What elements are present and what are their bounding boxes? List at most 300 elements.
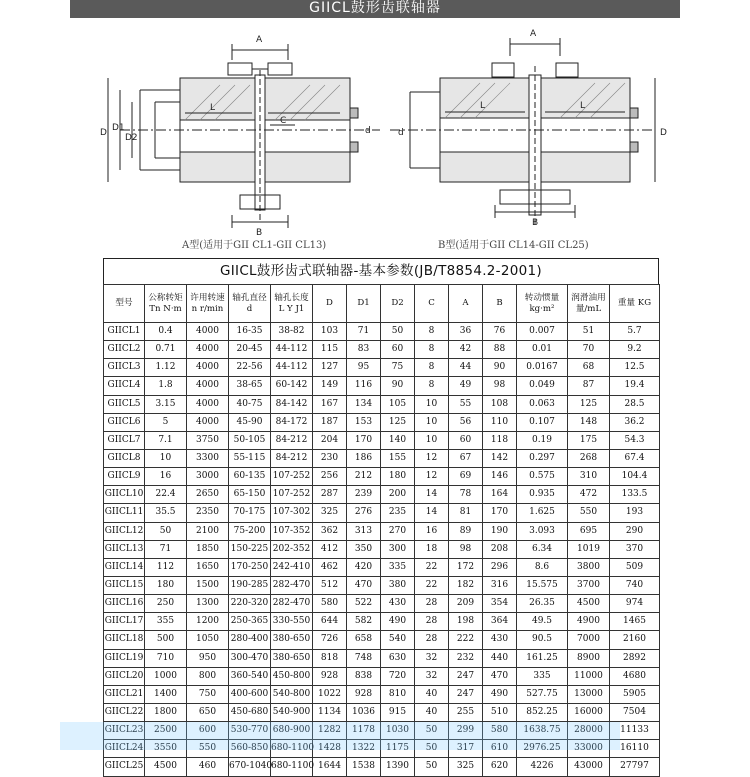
- model-cell: GIICL11: [104, 504, 145, 522]
- table-cell: 60: [449, 431, 483, 449]
- table-cell: 470: [347, 576, 381, 594]
- table-cell: 472: [568, 486, 610, 504]
- table-cell: 1850: [187, 540, 229, 558]
- table-cell: 110: [483, 413, 517, 431]
- model-cell: GIICL3: [104, 359, 145, 377]
- table-cell: 175: [568, 431, 610, 449]
- table-cell: 115: [313, 341, 347, 359]
- table-cell: 255: [449, 703, 483, 721]
- table-cell: 4226: [517, 758, 568, 776]
- table-cell: 600: [187, 722, 229, 740]
- table-cell: 49.5: [517, 613, 568, 631]
- table-cell: 1644: [313, 758, 347, 776]
- table-cell: 112: [145, 558, 187, 576]
- label-b-right: B: [532, 218, 539, 228]
- table-cell: 527.75: [517, 685, 568, 703]
- table-cell: 105: [381, 395, 415, 413]
- table-cell: 204: [313, 431, 347, 449]
- table-cell: 67: [449, 449, 483, 467]
- flange-top-left: [228, 63, 252, 75]
- label-a-right: A: [530, 29, 537, 39]
- table-row: [104, 522, 660, 540]
- table-cell: 680-900: [271, 722, 313, 740]
- table-cell: 125: [568, 395, 610, 413]
- table-row: [104, 413, 660, 431]
- table-cell: 1300: [187, 595, 229, 613]
- table-cell: 40: [415, 703, 449, 721]
- table-cell: 8: [415, 359, 449, 377]
- table-cell: 5905: [610, 685, 660, 703]
- table-cell: 2650: [187, 486, 229, 504]
- table-cell: 4500: [568, 595, 610, 613]
- table-cell: 1400: [145, 685, 187, 703]
- model-cell: GIICL5: [104, 395, 145, 413]
- table-cell: 11133: [610, 722, 660, 740]
- table-cell: 170: [483, 504, 517, 522]
- table-cell: 32: [415, 667, 449, 685]
- table-cell: 928: [347, 685, 381, 703]
- table-cell: 50: [381, 323, 415, 341]
- table-cell: 630: [381, 649, 415, 667]
- table-cell: 84-172: [271, 413, 313, 431]
- table-cell: 200: [381, 486, 415, 504]
- table-cell: 14: [415, 486, 449, 504]
- table-cell: 580: [313, 595, 347, 613]
- table-cell: 852.25: [517, 703, 568, 721]
- table-cell: 22.4: [145, 486, 187, 504]
- table-cell: 209: [449, 595, 483, 613]
- table-cell: 750: [187, 685, 229, 703]
- table-cell: 107-252: [271, 468, 313, 486]
- model-cell: GIICL23: [104, 722, 145, 740]
- table-cell: 680-1100: [271, 758, 313, 776]
- table-cell: 0.71: [145, 341, 187, 359]
- table-cell: 75-200: [229, 522, 271, 540]
- table-cell: 10: [415, 413, 449, 431]
- table-cell: 3.093: [517, 522, 568, 540]
- table-cell: 4000: [187, 395, 229, 413]
- table-cell: 1650: [187, 558, 229, 576]
- table-cell: 190-285: [229, 576, 271, 594]
- table-cell: 22: [415, 576, 449, 594]
- table-cell: 1638.75: [517, 722, 568, 740]
- table-cell: 268: [568, 449, 610, 467]
- table-cell: 287: [313, 486, 347, 504]
- table-cell: 54.3: [610, 431, 660, 449]
- table-cell: 330-550: [271, 613, 313, 631]
- label-a-left: A: [256, 35, 263, 45]
- model-cell: GIICL21: [104, 685, 145, 703]
- table-cell: 104.4: [610, 468, 660, 486]
- column-header: 轴孔长度 L Y J1: [271, 285, 313, 323]
- table-cell: 915: [381, 703, 415, 721]
- table-cell: 335: [517, 667, 568, 685]
- table-cell: 4000: [187, 359, 229, 377]
- table-cell: 4000: [187, 323, 229, 341]
- table-cell: 1465: [610, 613, 660, 631]
- table-cell: 50: [415, 722, 449, 740]
- table-row: [104, 667, 660, 685]
- table-cell: 0.063: [517, 395, 568, 413]
- table-cell: 1.12: [145, 359, 187, 377]
- table-cell: 89: [449, 522, 483, 540]
- table-cell: 550: [568, 504, 610, 522]
- column-header: D1: [347, 285, 381, 323]
- table-cell: 540-900: [271, 703, 313, 721]
- table-cell: 8.6: [517, 558, 568, 576]
- table-cell: 50: [145, 522, 187, 540]
- table-cell: 167: [313, 395, 347, 413]
- table-cell: 107-252: [271, 486, 313, 504]
- table-cell: 296: [483, 558, 517, 576]
- table-cell: 222: [449, 631, 483, 649]
- model-cell: GIICL17: [104, 613, 145, 631]
- label-d1-left: D1: [112, 123, 125, 133]
- table-cell: 149: [313, 377, 347, 395]
- table-cell: 1282: [313, 722, 347, 740]
- table-header-row: [104, 285, 660, 323]
- table-cell: 103: [313, 323, 347, 341]
- table-title: GIICL鼓形齿式联轴器-基本参数(JB/T8854.2-2001): [103, 258, 659, 284]
- table-cell: 974: [610, 595, 660, 613]
- table-cell: 3750: [187, 431, 229, 449]
- table-row: [104, 649, 660, 667]
- table-cell: 2976.25: [517, 740, 568, 758]
- table-cell: 6.34: [517, 540, 568, 558]
- model-cell: GIICL1: [104, 323, 145, 341]
- table-cell: 726: [313, 631, 347, 649]
- table-cell: 60: [381, 341, 415, 359]
- table-cell: 412: [313, 540, 347, 558]
- table-cell: 540-800: [271, 685, 313, 703]
- table-cell: 118: [483, 431, 517, 449]
- table-cell: 8900: [568, 649, 610, 667]
- table-cell: 810: [381, 685, 415, 703]
- table-cell: 27797: [610, 758, 660, 776]
- table-cell: 0.19: [517, 431, 568, 449]
- table-cell: 316: [483, 576, 517, 594]
- flange-top-right: [268, 63, 292, 75]
- table-cell: 430: [483, 631, 517, 649]
- table-cell: 10: [145, 449, 187, 467]
- table-cell: 3550: [145, 740, 187, 758]
- table-cell: 300-470: [229, 649, 271, 667]
- model-cell: GIICL2: [104, 341, 145, 359]
- parameter-table-container: [103, 258, 659, 777]
- caption-type-a: A型(适用于GII CL1-GII CL13): [182, 240, 327, 251]
- table-cell: 540: [381, 631, 415, 649]
- table-row: [104, 758, 660, 776]
- model-cell: GIICL9: [104, 468, 145, 486]
- table-cell: 12: [415, 449, 449, 467]
- table-cell: 75: [381, 359, 415, 377]
- table-cell: 70: [568, 341, 610, 359]
- table-cell: 107-302: [271, 504, 313, 522]
- table-cell: 1538: [347, 758, 381, 776]
- table-cell: 42: [449, 341, 483, 359]
- column-header: A: [449, 285, 483, 323]
- table-row: [104, 595, 660, 613]
- table-cell: 1178: [347, 722, 381, 740]
- table-cell: 8: [415, 377, 449, 395]
- table-cell: 26.35: [517, 595, 568, 613]
- table-cell: 0.107: [517, 413, 568, 431]
- table-cell: 1019: [568, 540, 610, 558]
- label-D-right: D: [660, 128, 667, 138]
- table-row: [104, 395, 660, 413]
- table-cell: 5.7: [610, 323, 660, 341]
- table-cell: 0.4: [145, 323, 187, 341]
- model-cell: GIICL8: [104, 449, 145, 467]
- table-cell: 44-112: [271, 359, 313, 377]
- table-row: [104, 341, 660, 359]
- table-cell: 65-150: [229, 486, 271, 504]
- table-cell: 1050: [187, 631, 229, 649]
- table-cell: 232: [449, 649, 483, 667]
- model-cell: GIICL15: [104, 576, 145, 594]
- table-cell: 380: [381, 576, 415, 594]
- table-cell: 10: [415, 395, 449, 413]
- table-cell: 430: [381, 595, 415, 613]
- table-cell: 560-850: [229, 740, 271, 758]
- table-cell: 76: [483, 323, 517, 341]
- model-cell: GIICL25: [104, 758, 145, 776]
- table-cell: 208: [483, 540, 517, 558]
- table-cell: 140: [381, 431, 415, 449]
- table-cell: 50: [415, 740, 449, 758]
- table-cell: 355: [145, 613, 187, 631]
- table-body: [104, 323, 660, 777]
- table-cell: 116: [347, 377, 381, 395]
- model-cell: GIICL18: [104, 631, 145, 649]
- table-cell: 748: [347, 649, 381, 667]
- table-cell: 20-45: [229, 341, 271, 359]
- table-cell: 1000: [145, 667, 187, 685]
- table-cell: 55-115: [229, 449, 271, 467]
- table-cell: 43000: [568, 758, 610, 776]
- table-cell: 370: [610, 540, 660, 558]
- table-cell: 530-770: [229, 722, 271, 740]
- column-header: B: [483, 285, 517, 323]
- table-cell: 250-365: [229, 613, 271, 631]
- table-cell: 1.625: [517, 504, 568, 522]
- table-cell: 127: [313, 359, 347, 377]
- table-cell: 84-212: [271, 449, 313, 467]
- label-c-left: C: [280, 116, 287, 126]
- table-cell: 710: [145, 649, 187, 667]
- column-header: 许用转速 n r/min: [187, 285, 229, 323]
- table-cell: 38-65: [229, 377, 271, 395]
- table-cell: 28: [415, 595, 449, 613]
- table-cell: 202-352: [271, 540, 313, 558]
- table-row: [104, 703, 660, 721]
- table-cell: 8: [415, 323, 449, 341]
- table-cell: 155: [381, 449, 415, 467]
- table-cell: 90: [483, 359, 517, 377]
- table-cell: 239: [347, 486, 381, 504]
- table-cell: 350: [347, 540, 381, 558]
- parameter-table: [103, 284, 660, 777]
- table-cell: 1428: [313, 740, 347, 758]
- table-cell: 354: [483, 595, 517, 613]
- table-cell: 84-212: [271, 431, 313, 449]
- table-cell: 180: [381, 468, 415, 486]
- drawing-b: [390, 38, 655, 225]
- table-cell: 44-112: [271, 341, 313, 359]
- table-cell: 15.575: [517, 576, 568, 594]
- table-cell: 282-470: [271, 595, 313, 613]
- table-cell: 4000: [187, 377, 229, 395]
- model-cell: GIICL13: [104, 540, 145, 558]
- table-cell: 247: [449, 685, 483, 703]
- label-l-right: L: [480, 101, 486, 111]
- table-cell: 420: [347, 558, 381, 576]
- table-cell: 60-135: [229, 468, 271, 486]
- table-cell: 0.575: [517, 468, 568, 486]
- table-cell: 270: [381, 522, 415, 540]
- table-cell: 3.15: [145, 395, 187, 413]
- table-cell: 740: [610, 576, 660, 594]
- table-cell: 380-650: [271, 649, 313, 667]
- table-cell: 0.01: [517, 341, 568, 359]
- table-cell: 78: [449, 486, 483, 504]
- column-header: 型号: [104, 285, 145, 323]
- table-cell: 362: [313, 522, 347, 540]
- table-cell: 3700: [568, 576, 610, 594]
- table-cell: 50-105: [229, 431, 271, 449]
- table-cell: 13000: [568, 685, 610, 703]
- table-cell: 36.2: [610, 413, 660, 431]
- table-cell: 28: [415, 613, 449, 631]
- model-cell: GIICL7: [104, 431, 145, 449]
- table-cell: 818: [313, 649, 347, 667]
- table-cell: 1390: [381, 758, 415, 776]
- table-cell: 56: [449, 413, 483, 431]
- table-cell: 317: [449, 740, 483, 758]
- table-cell: 22: [415, 558, 449, 576]
- table-row: [104, 558, 660, 576]
- table-cell: 400-600: [229, 685, 271, 703]
- table-cell: 28: [415, 631, 449, 649]
- table-cell: 95: [347, 359, 381, 377]
- table-cell: 16000: [568, 703, 610, 721]
- table-cell: 1800: [145, 703, 187, 721]
- table-cell: 83: [347, 341, 381, 359]
- table-cell: 44: [449, 359, 483, 377]
- table-cell: 12: [415, 468, 449, 486]
- table-cell: 0.935: [517, 486, 568, 504]
- table-cell: 28000: [568, 722, 610, 740]
- table-cell: 650: [187, 703, 229, 721]
- column-header: 公称转矩 Tn N·m: [145, 285, 187, 323]
- table-cell: 148: [568, 413, 610, 431]
- table-cell: 4900: [568, 613, 610, 631]
- table-cell: 180: [145, 576, 187, 594]
- table-cell: 40-75: [229, 395, 271, 413]
- table-cell: 5: [145, 413, 187, 431]
- table-cell: 462: [313, 558, 347, 576]
- table-cell: 2892: [610, 649, 660, 667]
- model-cell: GIICL19: [104, 649, 145, 667]
- label-d-left: D: [100, 128, 107, 138]
- table-cell: 16-35: [229, 323, 271, 341]
- drawing-a: [108, 44, 380, 228]
- table-cell: 98: [449, 540, 483, 558]
- table-cell: 142: [483, 449, 517, 467]
- table-cell: 509: [610, 558, 660, 576]
- table-cell: 212: [347, 468, 381, 486]
- table-cell: 670-1040: [229, 758, 271, 776]
- table-cell: 490: [381, 613, 415, 631]
- table-cell: 4500: [145, 758, 187, 776]
- table-cell: 28.5: [610, 395, 660, 413]
- table-cell: 19.4: [610, 377, 660, 395]
- table-cell: 1134: [313, 703, 347, 721]
- table-cell: 4000: [187, 413, 229, 431]
- table-cell: 550: [187, 740, 229, 758]
- table-cell: 620: [483, 758, 517, 776]
- table-cell: 299: [449, 722, 483, 740]
- table-cell: 380-650: [271, 631, 313, 649]
- table-cell: 98: [483, 377, 517, 395]
- table-cell: 32: [415, 649, 449, 667]
- table-cell: 247: [449, 667, 483, 685]
- table-cell: 7504: [610, 703, 660, 721]
- column-header: D: [313, 285, 347, 323]
- table-cell: 60-142: [271, 377, 313, 395]
- table-cell: 230: [313, 449, 347, 467]
- table-row: [104, 431, 660, 449]
- table-cell: 2350: [187, 504, 229, 522]
- table-cell: 45-90: [229, 413, 271, 431]
- table-cell: 11000: [568, 667, 610, 685]
- table-cell: 512: [313, 576, 347, 594]
- table-cell: 2500: [145, 722, 187, 740]
- table-cell: 2160: [610, 631, 660, 649]
- table-cell: 22-56: [229, 359, 271, 377]
- table-cell: 440: [483, 649, 517, 667]
- table-cell: 364: [483, 613, 517, 631]
- table-cell: 490: [483, 685, 517, 703]
- table-cell: 300: [381, 540, 415, 558]
- table-cell: 88: [483, 341, 517, 359]
- table-cell: 68: [568, 359, 610, 377]
- table-cell: 235: [381, 504, 415, 522]
- table-cell: 170-250: [229, 558, 271, 576]
- table-cell: 1030: [381, 722, 415, 740]
- table-cell: 133.5: [610, 486, 660, 504]
- table-cell: 38-82: [271, 323, 313, 341]
- table-cell: 186: [347, 449, 381, 467]
- technical-drawings-svg: [80, 30, 680, 255]
- table-cell: 510: [483, 703, 517, 721]
- table-cell: 280-400: [229, 631, 271, 649]
- table-cell: 325: [313, 504, 347, 522]
- table-cell: 170: [347, 431, 381, 449]
- table-cell: 4680: [610, 667, 660, 685]
- table-cell: 838: [347, 667, 381, 685]
- table-cell: 450-680: [229, 703, 271, 721]
- model-cell: GIICL20: [104, 667, 145, 685]
- table-cell: 1175: [381, 740, 415, 758]
- table-cell: 680-1100: [271, 740, 313, 758]
- caption-type-b: B型(适用于GII CL14-GII CL25): [438, 240, 589, 251]
- table-cell: 3000: [187, 468, 229, 486]
- column-header: C: [415, 285, 449, 323]
- table-cell: 1500: [187, 576, 229, 594]
- label-d2-left: D2: [125, 133, 138, 143]
- coupling-drawings: [80, 30, 680, 255]
